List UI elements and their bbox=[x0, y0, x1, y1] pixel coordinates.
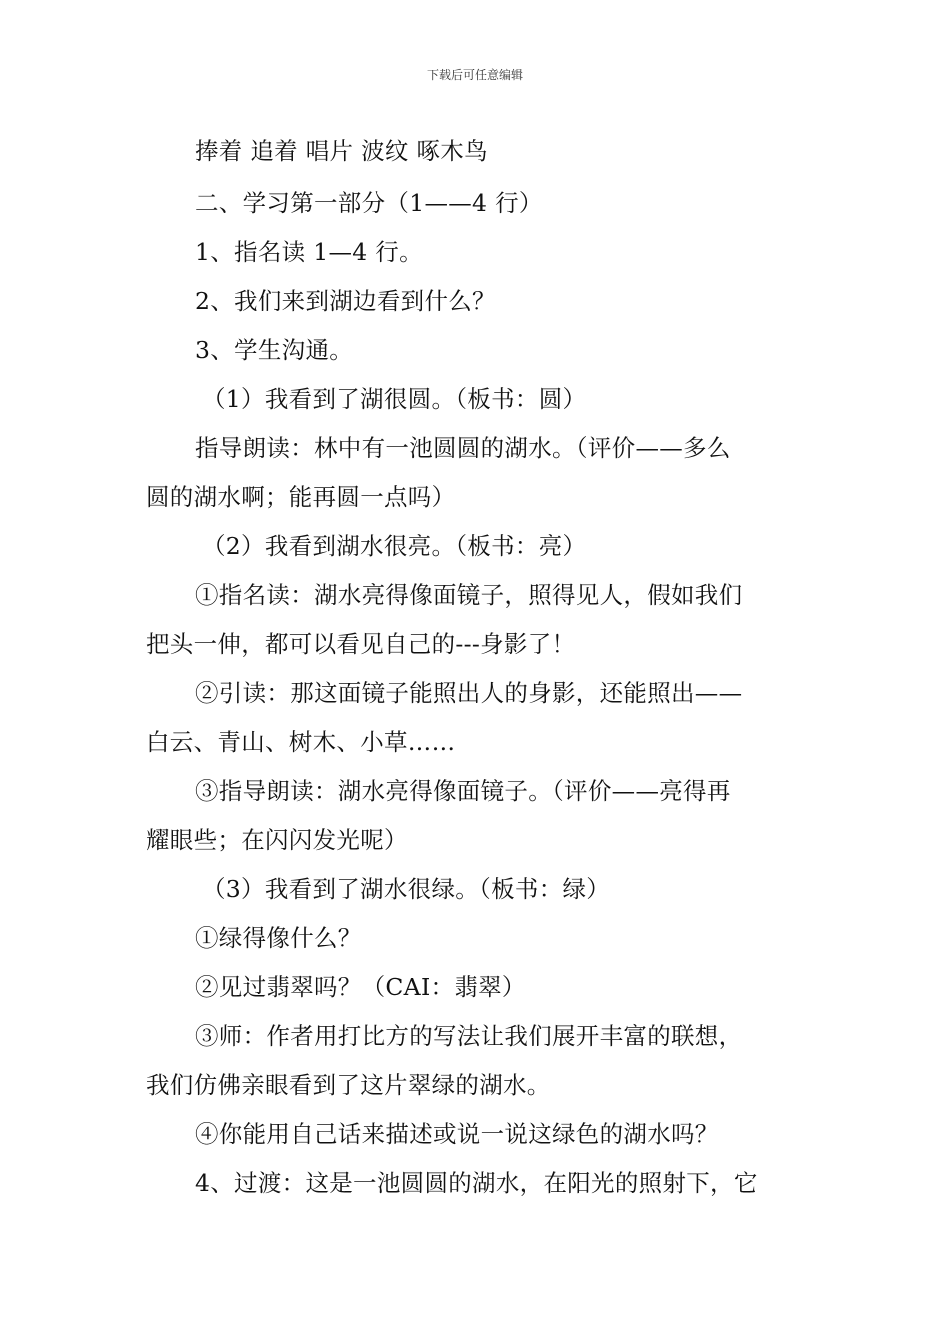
paragraph-line: ③指导朗读：湖水亮得像面镜子。（评价——亮得再 bbox=[195, 777, 731, 805]
vocab-line: 捧着 追着 唱片 波纹 啄木鸟 bbox=[195, 137, 488, 165]
paragraph-line: 把头一伸，都可以看见自己的---身影了！ bbox=[146, 630, 576, 658]
paragraph-line: 1、指名读 1—4 行。 bbox=[195, 238, 423, 266]
paragraph-line: 耀眼些；在闪闪发光呢） bbox=[146, 826, 408, 854]
paragraph-line: 4、过渡：这是一池圆圆的湖水，在阳光的照射下，它 bbox=[195, 1169, 758, 1197]
paragraph-line: ②引读：那这面镜子能照出人的身影，还能照出—— bbox=[195, 679, 743, 707]
paragraph-line: 白云、青山、树木、小草…… bbox=[146, 728, 456, 756]
paragraph-line: ①绿得像什么？ bbox=[195, 924, 362, 952]
paragraph-line: 圆的湖水啊；能再圆一点吗） bbox=[146, 483, 456, 511]
paragraph-line: （3）我看到了湖水很绿。（板书：绿） bbox=[202, 875, 611, 903]
paragraph-line: ②见过翡翠吗？（CAI：翡翠） bbox=[195, 973, 526, 1001]
paragraph-line: 3、学生沟通。 bbox=[195, 336, 354, 364]
header-note: 下载后可任意编辑 bbox=[426, 68, 523, 82]
paragraph-line: 我们仿佛亲眼看到了这片翠绿的湖水。 bbox=[146, 1071, 551, 1099]
paragraph-line: 2、我们来到湖边看到什么？ bbox=[195, 287, 496, 315]
paragraph-line: 指导朗读：林中有一池圆圆的湖水。（评价——多么 bbox=[195, 434, 731, 462]
paragraph-line: （1）我看到了湖很圆。（板书：圆） bbox=[202, 385, 587, 413]
paragraph-line: ④你能用自己话来描述或说一说这绿色的湖水吗？ bbox=[195, 1120, 719, 1148]
section-heading: 二、学习第一部分（1——4 行） bbox=[195, 189, 543, 217]
paragraph-line: ③师：作者用打比方的写法让我们展开丰富的联想， bbox=[195, 1022, 743, 1050]
paragraph-line: （2）我看到湖水很亮。（板书：亮） bbox=[202, 532, 587, 560]
paragraph-line: ①指名读：湖水亮得像面镜子，照得见人，假如我们 bbox=[195, 581, 743, 609]
document-body bbox=[146, 129, 806, 1208]
